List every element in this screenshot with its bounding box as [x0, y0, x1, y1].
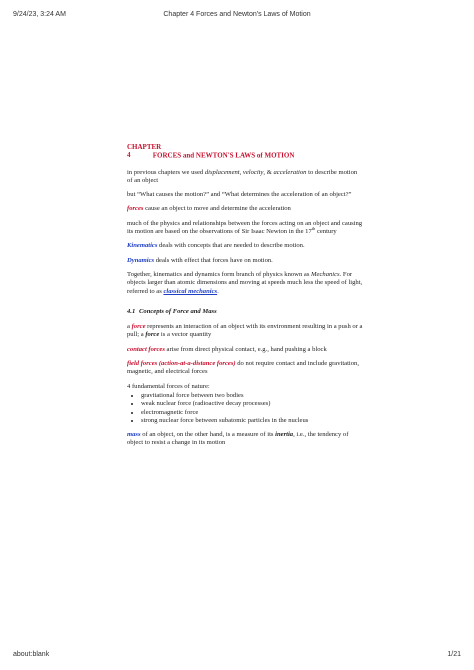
mechanics-text: Together, kinematics and dynamics form branch of physics known as [127, 270, 312, 278]
print-doc-title: Chapter 4 Forces and Newton's Laws of Motion [163, 11, 311, 18]
intro-sep: , & [263, 168, 274, 176]
chapter-name: FORCES and NEWTON'S LAWS of MOTION [152, 151, 295, 160]
print-timestamp: 9/24/23, 3:24 AM [13, 11, 66, 18]
dynamics-text: deals with effect that forces have on motion. [154, 256, 273, 264]
term-displacement: displacement [204, 168, 240, 176]
term-acceleration: acceleration [273, 168, 307, 176]
mechanics-text-end: . [217, 287, 219, 295]
forces-paragraph [127, 205, 363, 213]
kinematics-paragraph [127, 242, 363, 250]
field-forces-paragraph [127, 360, 363, 377]
term-force-2: force [145, 331, 160, 339]
force-def-text: represents an interaction of an object with its environment resulting in a push or a pull; a [127, 323, 363, 339]
term-kinematics: Kinematics [127, 242, 158, 250]
contact-forces-paragraph [127, 346, 363, 354]
force-def-text: a [127, 323, 132, 331]
physics-paragraph [127, 220, 363, 237]
mass-text: of an object, on the other hand, is a measure of its [140, 431, 276, 439]
term-mass: mass [127, 431, 141, 439]
term-dynamics: Dynamics [127, 256, 155, 264]
physics-text-end: century [315, 228, 337, 236]
fundamental-forces-heading: 4 fundamental forces of nature: [127, 382, 210, 390]
superscript: th [311, 225, 316, 231]
intro-text: in previous chapters we used [127, 168, 205, 176]
intro-paragraph [127, 169, 363, 186]
section-number: 4.1 [127, 307, 136, 315]
print-url: about:blank [13, 651, 50, 658]
term-mechanics: Mechanics. [311, 270, 342, 278]
mass-text-end: , i.e., the tendency of object to resist a change in its motion [127, 431, 349, 447]
term-forces: forces [127, 205, 144, 213]
contact-text: arise from direct physical contact, e.g., hand pushing a block [164, 345, 327, 353]
field-text: do not require contact and include gravitation, magnetic, and electrical forces [127, 360, 360, 376]
list-item: • strong nuclear force between subatomic particles in the nucleus [141, 417, 363, 425]
questions-paragraph: but “What causes the motion?” and “What determines the acceleration of an object?” [127, 191, 352, 199]
physics-text: much of the physics and relationships between the forces acting on an object and causing its motion are based on the observations of Sir Isaac Newton in the 17 [127, 219, 363, 236]
section-heading [127, 308, 363, 316]
mechanics-text: For objects larger than atomic dimensions and moving at speeds much less the speed of light, referred to as [127, 270, 363, 295]
term-field-forces: field forces (action-at-a-distance forces) [127, 360, 236, 368]
term-inertia: inertia [275, 431, 294, 439]
page-number: 1/21 [447, 651, 461, 658]
mechanics-paragraph [127, 271, 363, 296]
mass-paragraph [127, 431, 363, 448]
kinematics-text: deals with concepts that are needed to describe motion. [157, 242, 305, 250]
list-item: • gravitational force between two bodies [141, 392, 363, 400]
chapter-number: CHAPTER 4 [127, 143, 162, 160]
forces-text: cause an object to move and determine the acceleration [143, 205, 291, 213]
term-force: force [131, 323, 146, 331]
force-def-text-end: is a vector quantity [159, 331, 212, 339]
term-classical-mechanics: classical mechanics [163, 287, 218, 295]
term-velocity: velocity [242, 168, 264, 176]
document-body [127, 143, 363, 454]
list-item: • weak nuclear force (radioactive decay processes) [141, 400, 363, 408]
intro-sep: , [239, 168, 243, 176]
chapter-title [127, 143, 363, 160]
fundamental-forces-list [127, 392, 363, 425]
list-item: • electromagnetic force [141, 409, 363, 417]
section-title: Concepts of Force and Mass [139, 307, 217, 315]
force-definition-paragraph [127, 323, 363, 340]
intro-text: to describe motion of an object [127, 168, 358, 184]
term-contact-forces: contact forces [127, 345, 165, 353]
dynamics-paragraph [127, 257, 363, 265]
